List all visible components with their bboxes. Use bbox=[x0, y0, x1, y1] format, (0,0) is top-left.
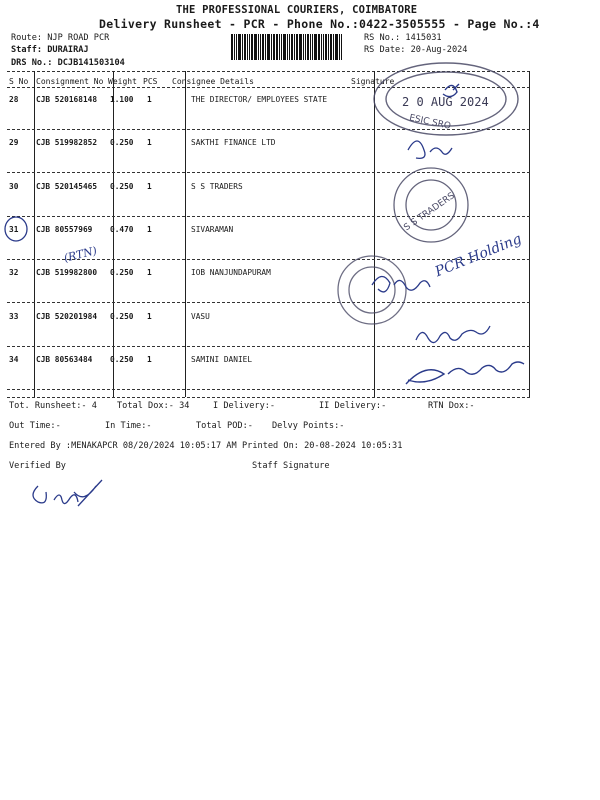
signature-row-33 bbox=[416, 326, 490, 343]
row-consignee: SIVARAMAN bbox=[191, 225, 234, 234]
rs-date: RS Date: 20-Aug-2024 bbox=[364, 45, 468, 55]
rtn-dox: RTN Dox:- bbox=[428, 401, 475, 411]
row-consignee: SAMINI DANIEL bbox=[191, 355, 253, 364]
barcode-bar bbox=[310, 34, 311, 60]
divider bbox=[7, 397, 530, 398]
barcode-bar bbox=[307, 34, 309, 60]
barcode-bar bbox=[321, 34, 322, 60]
barcode-bar bbox=[234, 34, 235, 60]
row-pcs: 1 bbox=[147, 355, 152, 364]
barcode-bar bbox=[323, 34, 324, 60]
barcode-bar bbox=[283, 34, 286, 60]
row-pcs: 1 bbox=[147, 182, 152, 191]
barcode bbox=[231, 34, 356, 60]
col-header-pcs: PCS bbox=[143, 77, 158, 86]
barcode-bar bbox=[254, 34, 257, 60]
row-consignment: CJB 520201984 bbox=[36, 312, 98, 321]
row-consignee: IOB NANJUNDAPURAM bbox=[191, 268, 271, 277]
barcode-bar bbox=[276, 34, 278, 60]
esic-stamp-label: ESIC SRO bbox=[408, 113, 452, 132]
route-label: Route: NJP ROAD PCR bbox=[11, 33, 110, 43]
barcode-bar bbox=[299, 34, 302, 60]
verified-by: Verified By bbox=[9, 461, 66, 471]
row-sno: 34 bbox=[9, 355, 19, 364]
row-divider bbox=[7, 259, 530, 260]
signature-row-32 bbox=[372, 276, 430, 291]
row-sno: 31 bbox=[9, 225, 19, 234]
row-consignment: CJB 519982852 bbox=[36, 138, 98, 147]
barcode-bar bbox=[335, 34, 338, 60]
col-header-signature: Signature bbox=[351, 77, 395, 86]
rs-number: RS No.: 1415031 bbox=[364, 33, 442, 43]
barcode-bar bbox=[314, 34, 317, 60]
row-pcs: 1 bbox=[147, 138, 152, 147]
i-delivery: I Delivery:- bbox=[213, 401, 276, 411]
row-consignee: VASU bbox=[191, 312, 210, 321]
barcode-bar bbox=[339, 34, 340, 60]
ii-delivery: II Delivery:- bbox=[319, 401, 387, 411]
signature-row-29 bbox=[408, 141, 452, 158]
col-header-weight: Weight bbox=[108, 77, 137, 86]
row-consignment: CJB 520145465 bbox=[36, 182, 98, 191]
barcode-bar bbox=[294, 34, 295, 60]
col-header-consignment: Consignment No bbox=[36, 77, 104, 86]
out-time: Out Time:- bbox=[9, 421, 61, 431]
runsheet-subtitle: Delivery Runsheet - PCR - Phone No.:0422-3505555 - Page No.:4 bbox=[99, 17, 540, 31]
row-sno: 29 bbox=[9, 138, 19, 147]
column-line bbox=[529, 71, 530, 397]
col-header-sno: S No bbox=[9, 77, 29, 86]
pcr-holding-note: PCR Holding bbox=[432, 231, 524, 281]
barcode-bar bbox=[244, 34, 246, 60]
row-weight: 0.250 bbox=[110, 312, 134, 321]
barcode-bar bbox=[238, 34, 241, 60]
barcode-bar bbox=[260, 34, 261, 60]
staff-label: Staff: DURAIRAJ bbox=[11, 45, 89, 55]
row-consignee: SAKTHI FINANCE LTD bbox=[191, 138, 276, 147]
bank-stamp bbox=[338, 256, 406, 324]
row-weight: 1.100 bbox=[110, 95, 134, 104]
entered-by: Entered By :MENAKAPCR 08/20/2024 10:05:17 AM bbox=[9, 441, 237, 451]
barcode-bar bbox=[341, 34, 342, 60]
barcode-bar bbox=[247, 34, 248, 60]
total-pod: Total POD:- bbox=[196, 421, 253, 431]
traders-stamp-label: S S TRADERS bbox=[402, 191, 457, 234]
row-sno: 30 bbox=[9, 182, 19, 191]
row-weight: 0.470 bbox=[110, 225, 134, 234]
barcode-bar bbox=[258, 34, 259, 60]
company-title: THE PROFESSIONAL COURIERS, COIMBATORE bbox=[176, 4, 418, 16]
barcode-bar bbox=[279, 34, 280, 60]
divider bbox=[7, 87, 530, 88]
row-divider bbox=[7, 129, 530, 130]
barcode-bar bbox=[236, 34, 237, 60]
row-weight: 0.250 bbox=[110, 182, 134, 191]
row-sno: 33 bbox=[9, 312, 19, 321]
barcode-bar bbox=[328, 34, 329, 60]
total-dox: Total Dox:- 34 bbox=[117, 401, 190, 411]
column-line bbox=[374, 71, 375, 397]
barcode-bar bbox=[262, 34, 264, 60]
printed-on: Printed On: 20-08-2024 10:05:31 bbox=[242, 441, 403, 451]
barcode-bar bbox=[265, 34, 266, 60]
row-divider bbox=[7, 216, 530, 217]
tot-runsheet: Tot. Runsheet:- 4 bbox=[9, 401, 97, 411]
signature-row-34 bbox=[406, 362, 524, 384]
barcode-bar bbox=[242, 34, 243, 60]
stamp-date: 2 0 AUG 2024 bbox=[402, 95, 489, 109]
row-divider bbox=[7, 172, 530, 173]
barcode-bar bbox=[273, 34, 275, 60]
row-weight: 0.250 bbox=[110, 138, 134, 147]
row-weight: 0.250 bbox=[110, 355, 134, 364]
column-line bbox=[185, 71, 186, 397]
barcode-bar bbox=[267, 34, 270, 60]
row-sno: 28 bbox=[9, 95, 19, 104]
barcode-bar bbox=[271, 34, 272, 60]
row-consignee: THE DIRECTOR/ EMPLOYEES STATE bbox=[191, 95, 328, 104]
barcode-bar bbox=[333, 34, 334, 60]
row-pcs: 1 bbox=[147, 95, 152, 104]
drs-number: DRS No.: DCJB141503104 bbox=[11, 58, 125, 68]
row-divider bbox=[7, 346, 530, 347]
barcode-bar bbox=[296, 34, 298, 60]
barcode-bar bbox=[249, 34, 250, 60]
row-weight: 0.250 bbox=[110, 268, 134, 277]
row-pcs: 1 bbox=[147, 312, 152, 321]
barcode-bar bbox=[281, 34, 282, 60]
row-consignment: CJB 80557969 bbox=[36, 225, 93, 234]
row-consignee: S S TRADERS bbox=[191, 182, 243, 191]
barcode-bar bbox=[312, 34, 313, 60]
initials-scribble bbox=[443, 84, 459, 97]
row-consignment: CJB 80563484 bbox=[36, 355, 93, 364]
barcode-bar bbox=[318, 34, 320, 60]
barcode-bar bbox=[305, 34, 306, 60]
barcode-bar bbox=[325, 34, 327, 60]
barcode-bar bbox=[291, 34, 293, 60]
row-consignment: CJB 519982800 bbox=[36, 268, 98, 277]
traders-stamp bbox=[394, 168, 468, 242]
row-pcs: 1 bbox=[147, 225, 152, 234]
column-line bbox=[113, 71, 114, 397]
verified-signature bbox=[33, 480, 102, 506]
barcode-bar bbox=[251, 34, 253, 60]
barcode-bar bbox=[330, 34, 332, 60]
barcode-bar bbox=[231, 34, 233, 60]
esic-stamp bbox=[374, 63, 518, 135]
column-line bbox=[34, 71, 35, 397]
barcode-bar bbox=[303, 34, 304, 60]
in-time: In Time:- bbox=[105, 421, 152, 431]
delvy-points: Delvy Points:- bbox=[272, 421, 345, 431]
col-header-consignee: Consignee Details bbox=[172, 77, 254, 86]
barcode-bar bbox=[289, 34, 290, 60]
row-sno: 32 bbox=[9, 268, 19, 277]
row-divider bbox=[7, 302, 530, 303]
rtn-note: (RTN) bbox=[62, 244, 99, 265]
barcode-bar bbox=[287, 34, 288, 60]
divider bbox=[7, 71, 530, 72]
staff-signature: Staff Signature bbox=[252, 461, 330, 471]
row-consignment: CJB 520168148 bbox=[36, 95, 98, 104]
row-divider bbox=[7, 389, 530, 390]
row-pcs: 1 bbox=[147, 268, 152, 277]
